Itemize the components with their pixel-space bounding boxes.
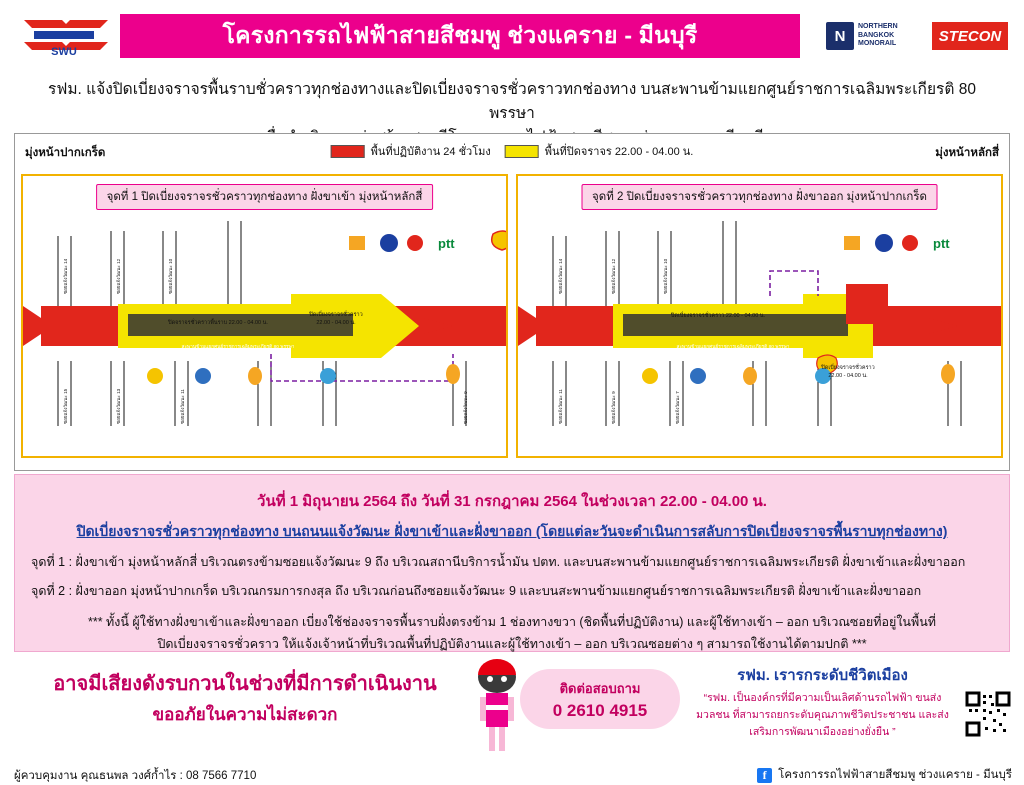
slogan-body: “รฟม. เป็นองค์กรที่มีความเป็นเลิศด้านรถไฟฟ้า ขนส่งมวลชน ที่สามารถยกระดับคุณภาพชีวิตประชาชน และส่งเสริมการพัฒนาเมืองอย่างยั่งยืน ” (696, 692, 949, 738)
svg-text:สะพานข้ามแยกศูนย์ราชการเฉลิมพร: สะพานข้ามแยกศูนย์ราชการเฉลิมพระเกียรติ 80 พรรษา (181, 345, 295, 350)
map-diagram-point-2 (518, 176, 1001, 456)
svg-text:ซอยแจ้งวัฒนะ 14: ซอยแจ้งวัฒนะ 14 (63, 258, 68, 294)
subtitle-line-1: รฟม. แจ้งปิดเบี่ยงจราจรพื้นราบชั่วคราวทุกช่องทางและปิดเบี่ยงจราจรชั่วคราวทกช่องทาง บนสะพานข้ามแยกศูนย์ราชการเฉลิมพระเกียรติ 80 พรรษา (48, 81, 976, 123)
map-panel-point-2 (516, 174, 1003, 458)
map-panel (14, 133, 1010, 471)
svg-text:ptt: ptt (933, 236, 950, 251)
direction-label-left: มุ่งหน้าปากเกร็ด (25, 147, 106, 159)
facebook-icon[interactable]: f (757, 768, 772, 783)
closure-note-line-2: ปิดเบี่ยงจราจรชั่วคราว ให้แจ้งเจ้าหน้าที่บริเวณพื้นที่ปฏิบัติงานและผู้ใช้ทางเข้า – ออก บริเวณซอยต่าง ๆ สามารถใช้งานได้ตามปกติ *** (157, 637, 867, 651)
legend-swatch-yellow (505, 145, 539, 158)
svg-text:22.00 - 04.00 น.: 22.00 - 04.00 น. (828, 373, 868, 379)
swu-logo (14, 14, 114, 58)
closure-point-2: จุดที่ 2 : ฝั่งขาออก มุ่งหน้าปากเกร็ด บริเวณกรมการกงสุล ถึง บริเวณก่อนถึงซอยแจ้งวัฒนะ 9 และบนสะพานข้ามแยกศูนย์ราชการเฉลิมพระเกียรติ ฝั่งขาเข้าและฝั่งขาออก (31, 584, 922, 598)
nbm-mark: N (826, 22, 854, 50)
map-caption-point-1: จุดที่ 1 ปิดเบี่ยงจราจรชั่วคราวทุกช่องทาง ฝั่งขาเข้า มุ่งหน้าหลักสี่ (96, 184, 434, 210)
announcement-subtitle (0, 78, 1024, 126)
legend-swatch-red (331, 145, 365, 158)
closure-note-line-1: *** ทั้งนี้ ผู้ใช้ทางฝั่งขาเข้าและฝั่งขาออก เบี่ยงใช้ช่องจราจรพื้นราบฝั่งตรงข้าม 1 ช่องทางขวา (ชิดพื้นที่ปฏิบัติงาน) และผู้ใช้ทางเข้า – ออก บริเวณซอยที่อยู่ในพื้นที่ (87, 615, 936, 629)
map-caption-point-2: จุดที่ 2 ปิดเบี่ยงจราจรชั่วคราวทุกช่องทาง ฝั่งขาออก มุ่งหน้าปากเกร็ด (581, 184, 938, 210)
legend-label-24h: พื้นที่ปฏิบัติงาน 24 ชั่วโมง (370, 146, 491, 158)
qr-code (965, 691, 1011, 737)
svg-text:22.00 - 04.00 น.: 22.00 - 04.00 น. (316, 320, 356, 326)
facebook-page-name: โครงการรถไฟฟ้าสายสีชมพู ช่วงแคราย - มีนบุรี (778, 769, 1012, 781)
legend-item-night (505, 142, 694, 160)
contact-label: ติดต่อสอบถาม (559, 680, 641, 696)
svg-text:SWU: SWU (51, 46, 77, 58)
apology-line: ขออภัยในความไม่สะดวก (152, 705, 338, 724)
page-title-text: โครงการรถไฟฟ้าสายสีชมพู ช่วงแคราย - มีนบุรี (222, 22, 698, 48)
svg-text:ซอยแจ้งวัฒนะ 15: ซอยแจ้งวัฒนะ 15 (63, 388, 68, 424)
svg-text:ซอยแจ้งวัฒนะ 10: ซอยแจ้งวัฒนะ 10 (663, 258, 668, 294)
svg-text:ซอยแจ้งวัฒนะ 12: ซอยแจ้งวัฒนะ 12 (611, 258, 616, 294)
page-header (0, 0, 1024, 72)
legend-item-24h (331, 142, 491, 160)
svg-text:ปิดเบี่ยงจราจรชั่วคราว 22.00 -: ปิดเบี่ยงจราจรชั่วคราว 22.00 - 04.00 น. (670, 313, 766, 319)
svg-text:ซอยแจ้งวัฒนะ 7: ซอยแจ้งวัฒนะ 7 (675, 391, 680, 424)
nbm-line1: NORTHERN (858, 22, 898, 30)
svg-text:ptt: ptt (438, 236, 455, 251)
slogan-block (690, 663, 955, 740)
closure-dates: วันที่ 1 มิถุนายน 2564 ถึง วันที่ 31 กรกฎาคม 2564 ในช่วงเวลา 22.00 - 04.00 น. (257, 493, 767, 510)
slogan-title: รฟม. เรารกระดับชีวิตเมือง (737, 667, 908, 684)
svg-text:ปิดเบี่ยงจราจรชั่วคราว: ปิดเบี่ยงจราจรชั่วคราว (309, 312, 363, 318)
page-footer (0, 655, 1024, 784)
map-legend (331, 142, 694, 160)
contact-phone[interactable]: 0 2610 4915 (552, 700, 648, 720)
noise-warning-line-1: อาจมีเสียงดังรบกวนในช่วงที่มีการดำเนินงาน (53, 673, 437, 695)
page-title (120, 14, 800, 58)
svg-text:ซอยแจ้งวัฒนะ 11: ซอยแจ้งวัฒนะ 11 (180, 389, 185, 424)
footer-bottom-bar (0, 767, 1024, 784)
svg-text:ปิดเบี่ยงจราจรชั่วคราว: ปิดเบี่ยงจราจรชั่วคราว (821, 365, 875, 371)
svg-text:ซอยแจ้งวัฒนะ 12: ซอยแจ้งวัฒนะ 12 (116, 258, 121, 294)
map-panel-point-1 (21, 174, 508, 458)
svg-text:ซอยแจ้งวัฒนะ 11: ซอยแจ้งวัฒนะ 11 (558, 389, 563, 424)
svg-text:สะพานข้ามแยกศูนย์ราชการเฉลิมพร: สะพานข้ามแยกศูนย์ราชการเฉลิมพระเกียรติ 80 พรรษา (676, 345, 790, 350)
closure-point-1: จุดที่ 1 : ฝั่งขาเข้า มุ่งหน้าหลักสี่ บริเวณตรงข้ามซอยแจ้งวัฒนะ 9 ถึง บริเวณสถานีบริการน้ำมัน ปตท. และบนสะพานข้ามแยกศูนย์ราชการเฉลิมพระเกียรติ ฝั่งขาเข้าและฝั่งขาออก (31, 555, 966, 569)
closure-details-box (14, 474, 1010, 652)
northern-bangkok-monorail-logo (826, 20, 926, 52)
svg-text:ซอยแจ้งวัฒนะ 14: ซอยแจ้งวัฒนะ 14 (558, 258, 563, 294)
supervisor-contact: ผู้ควบคุมงาน คุณธนพล วงศ์ก้ำไร : 08 7566 7710 (14, 770, 257, 782)
facebook-link[interactable] (757, 766, 1012, 784)
nbm-line2: BANGKOK (858, 31, 895, 39)
contact-callout[interactable] (520, 669, 680, 729)
closure-headline: ปิดเบี่ยงจราจรชั่วคราวทุกช่องทาง บนถนนแจ้งวัฒนะ ฝั่งขาเข้าและฝั่งขาออก (โดยแต่ละวันจะดำเนินการสลับการปิดเบี่ยงจราจรพื้นราบทุกช่องทาง) (76, 523, 948, 539)
svg-text:ซอยแจ้งวัฒนะ 9: ซอยแจ้งวัฒนะ 9 (611, 391, 616, 424)
nbm-line3: MONORAIL (858, 40, 897, 48)
map-diagram-point-1 (23, 176, 506, 456)
direction-label-right: มุ่งหน้าหลักสี่ (935, 147, 999, 159)
legend-label-night: พื้นที่ปิดจราจร 22.00 - 04.00 น. (544, 146, 694, 158)
svg-text:ซอยแจ้งวัฒนะ 13: ซอยแจ้งวัฒนะ 13 (116, 388, 121, 424)
svg-text:ซอยแจ้งวัฒนะ 9: ซอยแจ้งวัฒนะ 9 (463, 391, 468, 424)
svg-text:ปิดจราจรชั่วคราวพื้นราบ 22.00: ปิดจราจรชั่วคราวพื้นราบ 22.00 - 04.00 น. (168, 320, 268, 326)
svg-text:ซอยแจ้งวัฒนะ 10: ซอยแจ้งวัฒนะ 10 (168, 258, 173, 294)
stecon-logo: STECON (930, 20, 1010, 52)
